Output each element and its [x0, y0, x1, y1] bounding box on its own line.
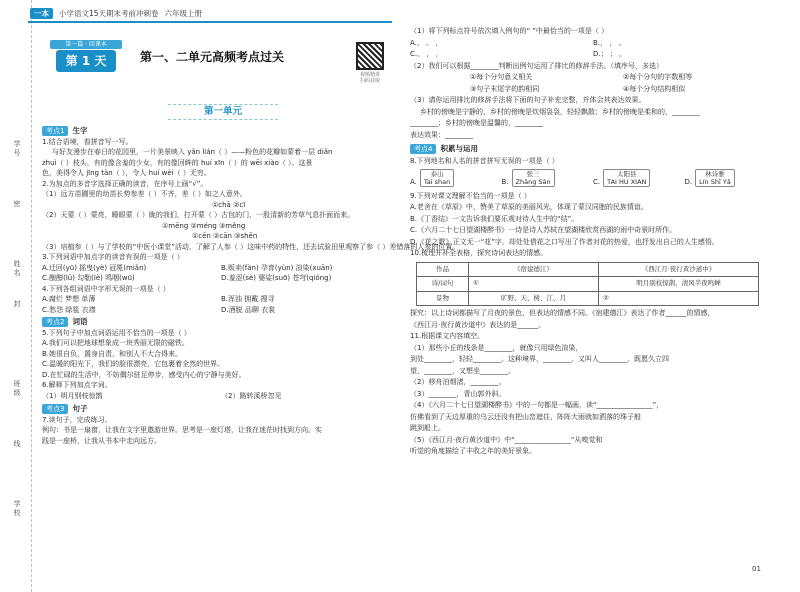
- question-stem: 5.下列句子中加点词语运用不恰当的一项是（ ）: [42, 328, 191, 337]
- margin-label-seal: 封: [13, 300, 21, 309]
- day-banner: [50, 40, 122, 74]
- section-tag: 考点2: [42, 317, 68, 327]
- question-stem: 11.根据课文内容填空。: [410, 332, 485, 340]
- option: B.， ， 。: [593, 38, 626, 47]
- question-options: ①mēng ②méng ③měng: [162, 221, 246, 230]
- unit-title: 第一单元: [168, 104, 278, 120]
- answer-line: 表达效果：________: [410, 130, 473, 139]
- option: C.酿醇(lǔ) 勾勒(lè) 鸣咽(wū): [42, 274, 135, 282]
- option: C.温暖的阳光下，我们的脸很漂亮，它包裹着全然的世界。: [42, 360, 225, 368]
- answer-line: 仿佛看到了天边厚重的乌云还没有把山峦遮住，阵阵大雨就如洒落的珠子般: [410, 412, 641, 421]
- option: [593, 169, 685, 189]
- option-row: [410, 38, 776, 50]
- table-cell: 旷野、天、树、江、月: [469, 291, 599, 306]
- table-cell[interactable]: ②: [599, 291, 759, 306]
- binding-margin: [0, 0, 32, 592]
- answer-line: （4）《六月二十七日望湖楼醉书》中的一句都是一幅画，读“________________”，: [410, 401, 664, 409]
- sub-question: （1）明月别枝惊鹊: [42, 391, 103, 400]
- question-text: 与好友漫步在春日的花园里，一片美景映入 yǎn lián（ ）——粉色的花瓣如蒙着一层 diǎn: [52, 148, 333, 156]
- answer-line: 《西江月·夜行黄沙道中》表达的是______。: [410, 320, 546, 329]
- option: [685, 169, 777, 189]
- qr-caption: 视频精讲 扫码获取: [359, 72, 380, 84]
- right-column: [410, 26, 776, 586]
- option-row: [42, 305, 400, 316]
- margin-label-line: 线: [13, 440, 21, 449]
- option: C.。 ， ，: [410, 50, 443, 58]
- pinyin-text: Tai shan: [423, 178, 451, 186]
- option-row: [410, 84, 776, 96]
- answer-line: 乡村的傍晚是宁静的，乡村的傍晚是炊烟袅袅，轻轻飘散；乡村的傍晚是柔和的，________: [420, 107, 700, 116]
- margin-label-school: 学校: [13, 500, 21, 518]
- table-cell: 《宿建德江》: [469, 262, 599, 277]
- table-row: [417, 291, 759, 306]
- answer-line: （3）________，青山郭外斜。: [410, 389, 506, 398]
- option: [410, 169, 502, 189]
- option: ②每个分句的字数相等: [623, 73, 693, 81]
- qr-code-icon: [356, 42, 384, 70]
- name-options: [410, 169, 776, 189]
- day-kicker: 第一篇 · 回课本: [50, 40, 122, 49]
- question-text: 1.结合语境，看拼音写一写。: [42, 137, 133, 146]
- section-tag: 考点1: [42, 126, 68, 136]
- section-tag: 考点4: [410, 144, 436, 154]
- sub-question: （2）路转溪桥忽见: [221, 391, 282, 400]
- option: C.《六月二十七日望湖楼醉书》一诗是诗人苏轼在望湖楼欣赏西湖的雨中奇景时所作。: [410, 226, 677, 234]
- question-text: （3）培植参（ ）与了学校的“中医小课堂”活动，了解了人参（ ）这味中药的特性，还去试验田里观察了参（ ）差错落的人参的位置。: [42, 242, 460, 251]
- answer-line: （2）移舟泊烟渚，________。: [410, 378, 506, 386]
- poetry-table: [416, 262, 759, 307]
- question-text: （2）天蒙（ ）蒙亮，睡眼蒙（ ）眬的我们，打开蒙（ ）古包的门，一股清新的芳草气息扑面而来。: [42, 211, 355, 219]
- option: ①每个分句意义相关: [470, 73, 533, 81]
- question-stem: （2）我们可以根据________判断出例句运用了排比的修辞手法。（填序号，多选）: [410, 61, 663, 70]
- question-stem: 10.梳理并补全表格，探究诗词表达的情感。: [410, 249, 548, 257]
- option-row: [42, 273, 400, 284]
- book-title: 小学语文15天期末考前冲刺卷: [59, 8, 159, 18]
- table-cell: 作品: [417, 262, 469, 277]
- table-cell: 诗/词句: [417, 277, 469, 292]
- section-tag: 考点3: [42, 404, 68, 414]
- question-stem: 9.下列对课文理解不恰当的一项是（ ）: [410, 191, 531, 200]
- table-cell[interactable]: ①: [469, 277, 599, 292]
- grade-label: 六年级上册: [164, 8, 203, 18]
- option: ③句子末尾字的韵相同: [470, 84, 540, 93]
- option-letter: A.: [410, 178, 417, 186]
- question-text: zhuì（ ）枝头，有的像含羞的少女，有的像回眸的 huí xīn（ ）的 wēi xiào（ ）。这景: [42, 158, 313, 167]
- option: B.她很自负，置身自责，和别人不大合得来。: [42, 349, 183, 358]
- running-header: [30, 7, 202, 19]
- section-title: 句子: [72, 404, 88, 413]
- answer-line: ________；乡村的傍晚是温馨的，________: [410, 119, 543, 127]
- answer-line: 探究：以上诗词都描写了月夜的景色，但表达的情感不同。《宿建德江》表达了作者______的情感，: [410, 309, 715, 317]
- question-stem: （3）请你运用排比的修辞手法将下面的句子补充完整，并体会其表达效果。: [410, 96, 646, 104]
- page-title: 第一、二单元高频考点过关: [140, 50, 285, 64]
- name-text: 林诗雅: [705, 170, 725, 178]
- margin-label-student-id: 学号: [13, 140, 21, 158]
- section-title: 词语: [72, 317, 88, 326]
- answer-line: （5）《西江月·夜行黄沙道中》中“________________”从嗅觉和: [410, 435, 603, 444]
- option: A.迁回(yū) 摇曳(yè) 冠冕(miǎn): [42, 263, 147, 272]
- option: D.在忙碌的生活中，不妨偶尔驻足停步，感受内心的宁静与美好。: [42, 370, 246, 379]
- option: D.羞涩(sè) 婆娑(suō) 苍穹(qióng): [221, 274, 332, 282]
- section-title: 积累与运用: [440, 144, 478, 153]
- name-text: 太阳县: [617, 170, 637, 178]
- table-row: [417, 277, 759, 292]
- option-letter: C.: [593, 178, 601, 186]
- answer-line: 到处________，轻轻________。这种境界，________，又叫人________，既愿久立四: [410, 355, 669, 363]
- answer-line: 望，________，又想坐________。: [410, 366, 515, 375]
- option: [502, 169, 594, 189]
- table-cell: 明月别枝惊鹊，清风半夜鸣蝉: [599, 277, 759, 292]
- option-row: [42, 263, 400, 274]
- question-stem: 7.读句子，完成练习。: [42, 415, 112, 424]
- option: A.我们可以把地球想象成一块秀丽无限的磁铁。: [42, 339, 189, 347]
- question-text: （1）远方苗圃里的幼苗长势参差（ ）不齐，差（ ）如之人意外。: [42, 190, 247, 198]
- option: A.， 。 ，: [410, 38, 443, 47]
- pinyin-text: Lín Shī Yǎ: [699, 178, 731, 186]
- table-cell: 景物: [417, 291, 469, 306]
- day-label: 第 1 天: [56, 50, 116, 72]
- answer-line: （1）那些小丘的线条是________，就像只用绿色渲染，: [410, 343, 583, 352]
- name-card: [512, 169, 555, 187]
- margin-label-class: 班级: [13, 380, 21, 398]
- name-text: 泰山: [430, 170, 444, 178]
- name-card: [603, 169, 650, 187]
- margin-label-secret: 密: [13, 200, 21, 209]
- question-stem: 3.下列词语中加点字的读音有误的一项是（ ）: [42, 253, 184, 261]
- question-options: ①cēn ②cān ③shēn: [192, 232, 258, 240]
- answer-line: 跳到船上。: [410, 424, 445, 432]
- question-text: 2.为加点的多音字选择正确的读音，在序号上画“√”。: [42, 179, 208, 188]
- question-stem: （1）将下列标点符号依次填入例句的“ ”中最恰当的一项是（ ）: [410, 27, 609, 35]
- option-letter: B.: [501, 178, 509, 186]
- option-row: [42, 391, 400, 402]
- option-letter: D.: [684, 178, 693, 186]
- question-stem: 8.下列地名和人名的拼音拼写无误的一项是（ ）: [410, 156, 559, 165]
- question-text: 色，美得令人 jīng tàn（ ），令人 huí wèi（ ）无穷。: [42, 169, 211, 177]
- question-options: ①chā ②cī: [212, 200, 246, 209]
- option-row: [410, 72, 776, 84]
- option: ④每个分句结构相似: [623, 84, 686, 93]
- option: C.愁怨 绿毯 衣襟: [42, 305, 96, 314]
- table-row: [417, 262, 759, 277]
- option: A.腐烂 梦想 单薄: [42, 295, 96, 303]
- section-title: 生字: [72, 126, 88, 135]
- question-stem: 4.下列各组词语中字形无误的一项是（ ）: [42, 284, 170, 293]
- option: B.浑浊 拥戴 搜寻: [221, 295, 275, 303]
- answer-line: 听觉的角度描绘了丰收之年的美好景象。: [410, 447, 536, 455]
- option: B.《丁香结》一文告诉我们要乐观对待人生中的“结”。: [410, 214, 579, 223]
- name-card: [420, 169, 454, 187]
- header-rule: [28, 21, 392, 23]
- option-row: [42, 294, 400, 305]
- question-stem: 6.解释下列加点字词。: [42, 381, 112, 389]
- page-number: 01: [752, 565, 761, 573]
- margin-label-name: 姓名: [13, 260, 21, 278]
- example-line: 例句：书是一扇窗，让我在文字里遨游世界。思考是一座灯塔，让我在迷茫时找到方向。实: [42, 426, 322, 434]
- option: B.贩卖(fàn) 孕育(yùn) 渲染(xuān): [221, 263, 333, 272]
- option-row: [410, 49, 776, 61]
- option: D.； ； 。: [593, 50, 627, 58]
- name-card: [695, 169, 735, 187]
- pinyin-text: Zhāng Sān: [515, 178, 551, 186]
- brand-logo: 一本: [30, 8, 53, 19]
- name-text: 张三: [526, 170, 540, 178]
- option: A.老舍在《草原》中，赞美了草原的美丽风光，体现了蒙汉同胞的民族情谊。: [410, 203, 648, 211]
- table-cell: 《西江月·夜行黄沙道中》: [599, 262, 759, 277]
- option: D.酒脱 品聊 衣裳: [221, 305, 276, 314]
- option: D.《花之歌》正文无一“花”字，却处处借花之口写出了作者对花的热爱，也抒发出自己的人生感悟。: [410, 237, 719, 246]
- pinyin-text: TAI HU XIAN: [607, 178, 647, 186]
- example-line: 践是一座桥，让我从书本中走向远方。: [42, 436, 161, 445]
